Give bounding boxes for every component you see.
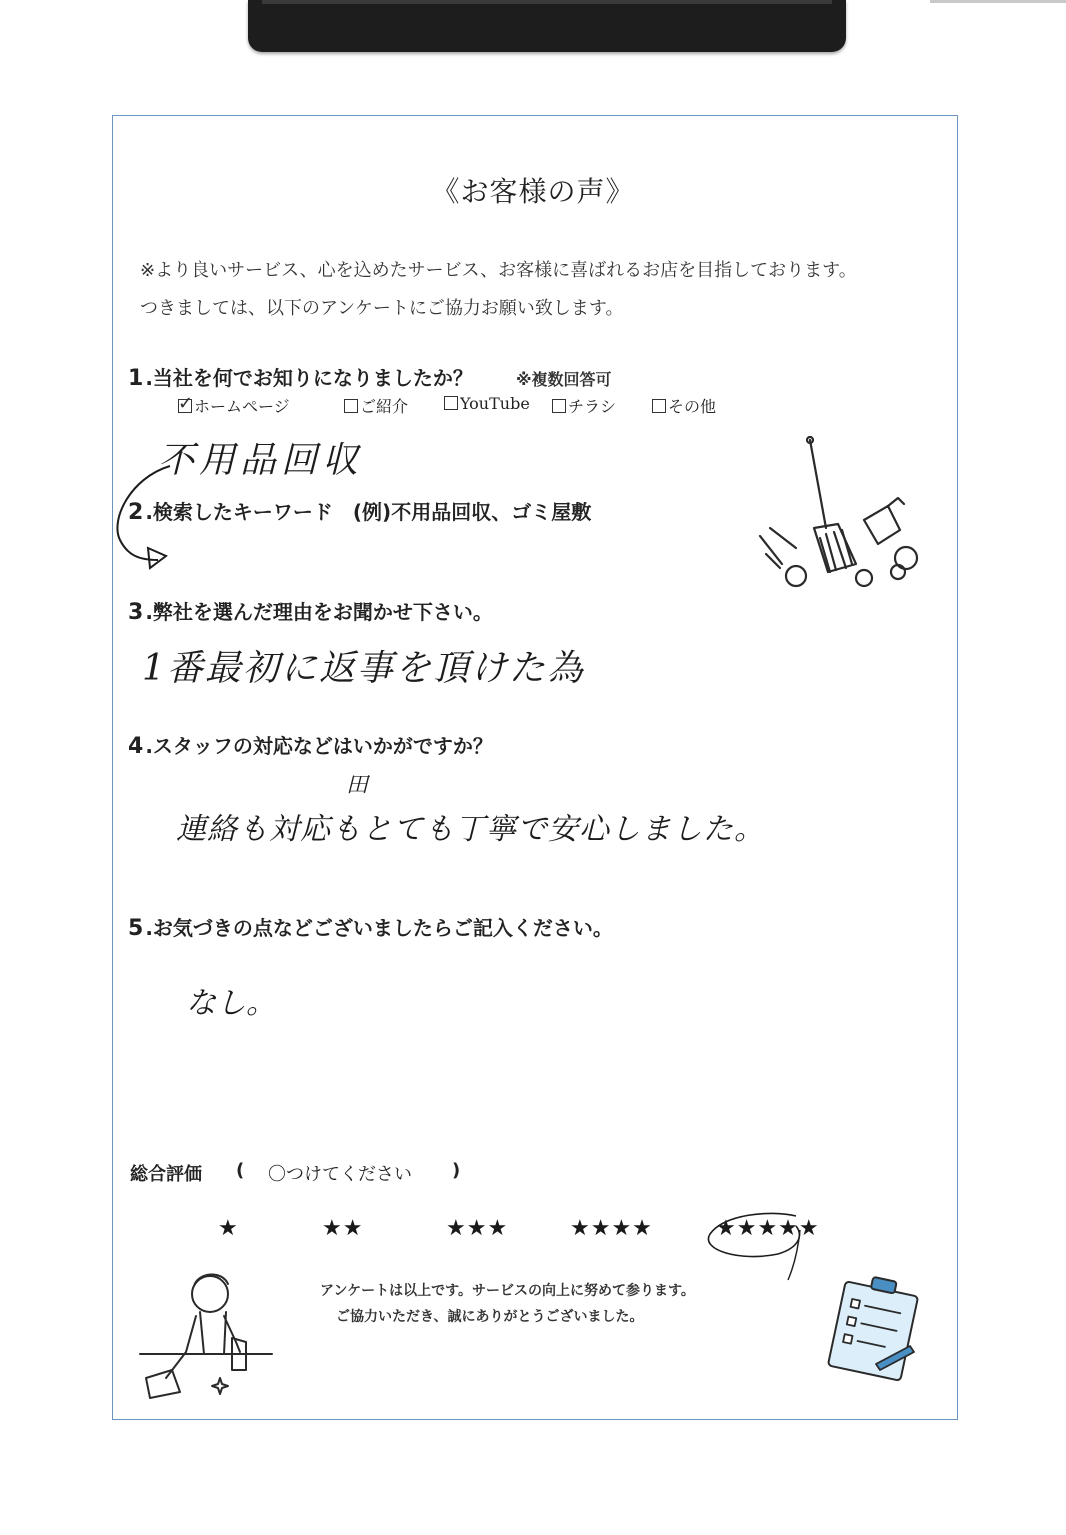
question-5-number: 5: [128, 916, 144, 941]
option-label: ホームページ: [194, 397, 290, 416]
evaluation-label: 総合評価: [130, 1164, 202, 1185]
evaluation-paren-open: (: [236, 1160, 245, 1181]
option-label: その他: [668, 397, 717, 416]
answer-4-handwriting: 連絡も対応もとても丁寧で安心しました。: [176, 812, 765, 847]
answer-5-handwriting: なし。: [186, 986, 276, 1021]
question-1-number: 1: [128, 366, 144, 391]
closing-line-1: アンケートは以上です。サービスの向上に努めて参ります。: [320, 1283, 695, 1299]
rating-2-stars[interactable]: ★★: [322, 1216, 364, 1241]
question-2-text: .検索したキーワード (例)不用品回収、ゴミ屋敷: [145, 500, 592, 524]
question-3: [128, 596, 493, 625]
intro-line-1: ※より良いサービス、心を込めたサービス、お客様に喜ばれるお店を目指しております。: [140, 260, 857, 281]
closing-line-2: ご協力いただき、誠にありがとうございました。: [336, 1309, 644, 1325]
question-5: [128, 912, 613, 941]
evaluation-instruction: 〇つけてください: [268, 1164, 412, 1185]
option-label: ご紹介: [360, 397, 409, 416]
rating-1-star[interactable]: ★: [218, 1216, 239, 1241]
evaluation-paren-close: ): [452, 1160, 461, 1181]
question-5-text: .お気づきの点などございましたらご記入ください。: [145, 916, 613, 940]
question-3-number: 3: [128, 600, 144, 625]
question-4-text: .スタッフの対応などはいかがですか？: [145, 734, 493, 758]
intro-line-2: つきましては、以下のアンケートにご協力お願い致します。: [140, 298, 624, 319]
rating-3-stars[interactable]: ★★★: [446, 1216, 509, 1241]
rating-circle-mark: [700, 1200, 830, 1290]
question-4: [128, 730, 493, 759]
question-1-note: ※複数回答可: [516, 370, 612, 389]
page-title: 《お客様の声》: [431, 175, 635, 208]
question-2: [128, 496, 591, 525]
question-4-number: 4: [128, 734, 144, 759]
rating-5-stars[interactable]: ★★★★★: [716, 1216, 820, 1241]
broom-icon: [756, 436, 926, 596]
cleaning-worker-icon: [136, 1266, 276, 1402]
answer-4-annotation: 田: [346, 773, 369, 798]
rating-4-stars[interactable]: ★★★★: [570, 1216, 653, 1241]
option-label: チラシ: [568, 397, 617, 416]
question-3-text: .弊社を選んだ理由をお聞かせ下さい。: [145, 600, 493, 624]
answer-3-handwriting: 1番最初に返事を頂けた為: [142, 648, 585, 689]
question-1-text: .当社を何でお知りになりましたか？: [145, 366, 473, 390]
clipboard-checklist-icon: [818, 1274, 918, 1384]
option-label: YouTube: [460, 394, 530, 413]
question-2-number: 2: [128, 500, 144, 525]
check-mark-icon: ✓: [178, 393, 194, 414]
answer-2-handwriting: 不用品回収: [158, 440, 364, 481]
